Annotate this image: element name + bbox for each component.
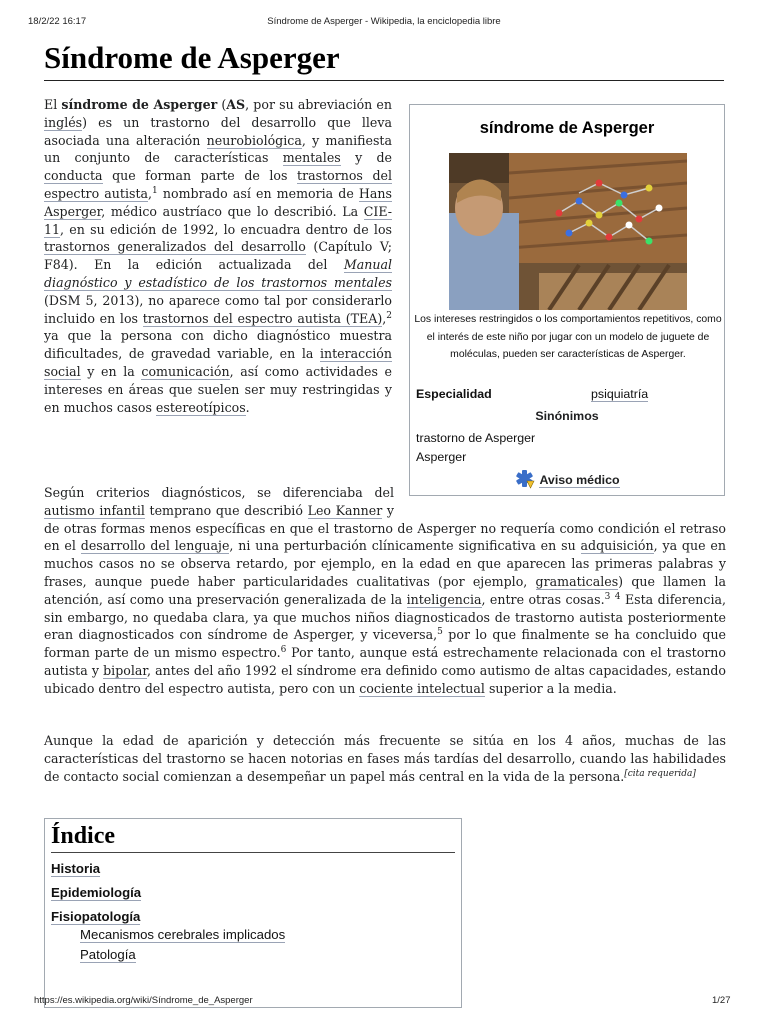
second-paragraph: Según criterios diagnósticos, se diferenciaba del autismo infantil temprano que describió Leo Kanner y de otras formas menos específicas en que el trastorno de Asperger no requería como condición el retraso en el desarrollo del lenguaje, ni una perturbación clínicamente significativa en su adquisición, ya que en muchos casos no se observa retardo, por ejemplo, en la edad en que aparecen las primeras palabras y frases, aunque puede haber particularidades cualitativas (por ejemplo, gramaticales) que llamen la atención, así como una preservación generalizada de la inteligencia, entre otras cosas.$^3$ $^4$ Esta diferencia, sin embargo, no quedaba clara, ya que muchos niños diagnosticados de trastorno autista posteriormente eran diagnosticados con síndrome de Asperger, y viceversa,$^5$ por lo que finalmente se ha concluido que forman parte de un mismo espectro.$^6$ Por tanto, aunque está estrechamente relacionada con el trastorno autista y bipolar, antes del año 1992 el síndrome era definido como autismo de altas capacidades, estando ubicado dentro del espectro autista, pero con un cociente intelectual superior a la media. [44,485,727,696]
specialty-row [416,387,492,401]
ref-6[interactable]: 6 [280,644,287,655]
link-cie-11[interactable]: CIE-11 [44,203,392,237]
intro-paragraph: El síndrome de Asperger (AS, por su abreviación en inglés) es un trastorno del desarrollo que lleva asociada una alteración neurobiológica, y manifiesta un conjunto de características mentales y de conducta que forman parte de los trastornos del espectro autista,$^1$ nombrado así en memoria de Hans Asperger, médico austríaco que lo describió. La CIE-11, en su edición de 1992, lo encuadra dentro de los trastornos generalizados del desarrollo (Capítulo V; F84). En la edición actualizada del Manual diagnóstico y estadístico de los trastornos mentales (DSM 5, 2013), no aparece como tal por considerarlo incluido en los trastornos del espectro autista (TEA),$^2$ ya que la persona con dicho diagnóstico muestra dificultades, de gravedad variable, en la interacción social y en la comunicación, así como actividades e intereses en áreas que suelen ser muy restringidas y en muchos casos estereotípicos. [44,97,393,415]
link-autismo-infantil[interactable]: autismo infantil [44,502,145,518]
link-gramaticales[interactable]: gramaticales [535,573,619,589]
specialty-label: Especialidad [416,387,492,401]
print-url: https://es.wikipedia.org/wiki/Síndrome_de_Asperger [34,995,253,1006]
link-hans-asperger[interactable]: Hans Asperger [44,185,392,219]
link-bipolar[interactable]: bipolar [103,662,148,678]
infobox-photo[interactable] [449,153,687,310]
link-psiquiatria[interactable]: psiquiatría [591,387,649,401]
citation-needed-link[interactable]: [cita requerida] [624,768,696,779]
bold-term: síndrome de Asperger [61,97,218,112]
ref-1[interactable]: 1 [152,185,158,196]
print-page-number: 1/27 [712,995,731,1006]
link-cociente-intelectual[interactable]: cociente intelectual [359,680,485,696]
ref-2[interactable]: 2 [386,310,393,321]
link-neurobiologica[interactable]: neurobiológica [206,132,302,148]
print-page-title: Síndrome de Asperger - Wikipedia, la enciclopedia libre [267,16,501,27]
link-interaccion-social[interactable]: interacción social [44,346,392,379]
toc-subitem-patologia[interactable]: Patología [80,947,136,962]
link-tea[interactable]: trastornos del espectro autista (TEA) [142,310,383,326]
synonym-1: trastorno de Asperger [416,431,536,445]
link-leo-kanner[interactable]: Leo Kanner [307,502,383,518]
infobox [409,104,725,496]
toc-item-fisiopatologia[interactable]: Fisiopatología [51,909,141,924]
synonym-2: Asperger [416,450,467,464]
toc-item-epidemiologia[interactable]: Epidemiología [51,885,142,900]
link-trastornos-generalizados[interactable]: trastornos generalizados del desarrollo [44,239,306,255]
toc-item-historia[interactable]: Historia [51,861,101,876]
infobox-caption: Los intereses restringidos o los comportamientos repetitivos, como el interés de este niño por jugar con un modelo de juguete de moléculas, pueden ser características de Asperger. [414,314,722,360]
medical-notice[interactable] [410,469,724,489]
medical-notice-link[interactable]: Aviso médico [539,473,620,487]
link-comunicacion[interactable]: comunicación [141,363,230,379]
link-ingles[interactable]: inglés [44,114,83,130]
link-conducta[interactable]: conducta [44,168,103,184]
ref-5[interactable]: 5 [437,627,443,638]
ref-4[interactable]: 4 [614,591,621,602]
toc-title: Índice [51,823,455,853]
ref-3[interactable]: 3 [604,591,611,602]
medical-star-icon [514,469,536,489]
toc-subitem-mecanismos[interactable]: Mecanismos cerebrales implicados [80,927,286,942]
link-inteligencia[interactable]: inteligencia [406,591,482,607]
link-adquisicion[interactable]: adquisición [580,538,654,554]
link-trastornos-espectro-autista[interactable]: trastornos del espectro autista [44,168,392,201]
link-mentales[interactable]: mentales [282,150,341,166]
print-date: 18/2/22 16:17 [28,16,87,27]
link-manual-diagnostico[interactable]: Manual diagnóstico y estadístico de los trastornos mentales [44,257,392,290]
article-title: Síndrome de Asperger [44,40,724,81]
third-paragraph: Aunque la edad de aparición y detección más frecuente se sitúa en los 4 años, muchas de las características del trastorno se hacen notorias en fases más tardías del desarrollo, cuando las habilidades de contacto social comienzan a desempeñar un papel más central en la vida de la persona.[cita requerida] [44,733,726,784]
table-of-contents [44,818,462,1008]
link-desarrollo-lenguaje[interactable]: desarrollo del lenguaje [80,538,230,554]
link-estereotipicos[interactable]: estereotípicos [155,399,246,415]
infobox-title: síndrome de Asperger [479,119,655,137]
synonyms-header: Sinónimos [535,409,599,423]
